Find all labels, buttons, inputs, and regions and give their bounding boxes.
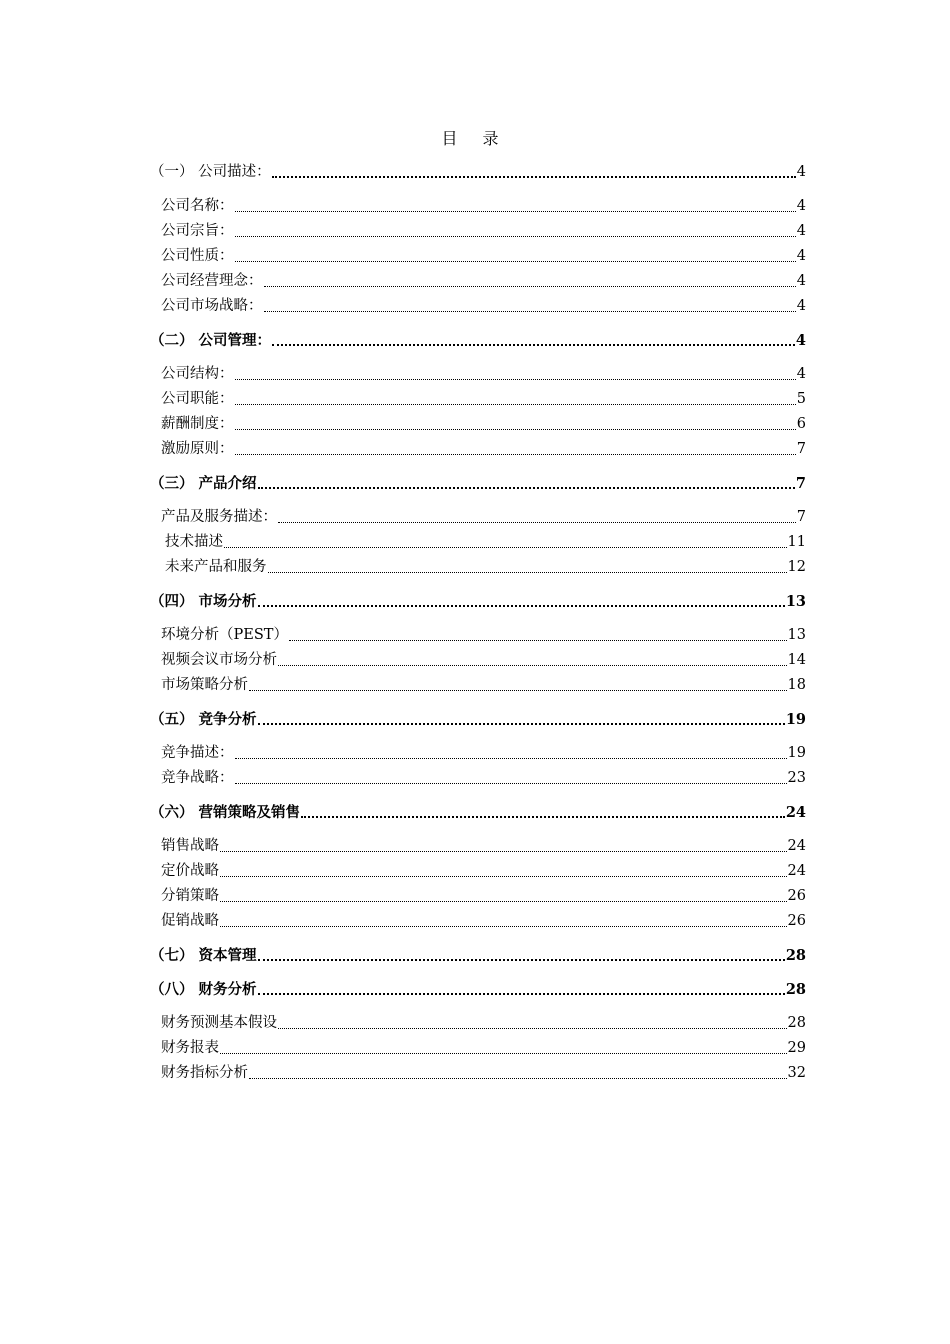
toc-entry-label: 定价战略 <box>161 863 219 879</box>
toc-entry-label: 市场策略分析 <box>161 677 248 693</box>
toc-entry-label: 竞争战略： <box>161 770 234 786</box>
dot-leader <box>220 926 787 927</box>
toc-entry[interactable] <box>150 194 806 219</box>
dot-leader <box>220 1053 787 1054</box>
dot-leader <box>278 665 787 666</box>
toc-entry-label: 公司职能： <box>161 391 234 407</box>
dot-leader <box>220 851 787 852</box>
toc-entry-label: 促销战略 <box>161 913 219 929</box>
dot-leader <box>258 605 785 607</box>
toc-page-number: 19 <box>787 745 806 761</box>
dot-leader <box>272 344 795 346</box>
toc-entry[interactable] <box>150 977 806 1002</box>
dot-leader <box>235 758 787 759</box>
toc-entry-label: 环境分析（PEST） <box>161 627 288 643</box>
dot-leader <box>235 454 796 455</box>
dot-leader <box>268 572 787 573</box>
toc-page-number: 32 <box>787 1065 806 1081</box>
toc-entry[interactable] <box>150 1036 806 1061</box>
toc-page-number: 4 <box>796 273 806 289</box>
toc-page-number: 4 <box>796 248 806 264</box>
toc-entry-label: 未来产品和服务 <box>165 559 267 575</box>
dot-leader <box>235 261 796 262</box>
toc-entry-label: 激励原则： <box>161 441 234 457</box>
toc-page-number: 5 <box>796 391 806 407</box>
dot-leader <box>272 176 796 178</box>
toc-entry[interactable] <box>150 244 806 269</box>
toc-title: 目 录 <box>441 129 509 148</box>
toc-entry-label: 财务报表 <box>161 1040 219 1056</box>
toc-entry-label: （一） 公司描述： <box>150 164 271 180</box>
toc-page-number: 26 <box>787 888 806 904</box>
dot-leader <box>258 723 785 725</box>
toc-entry-label: （三） 产品介绍 <box>150 475 257 492</box>
toc-entry[interactable] <box>150 269 806 294</box>
toc-page-number: 4 <box>796 298 806 314</box>
toc-page-number: 18 <box>787 677 806 693</box>
toc-page-number: 24 <box>787 863 806 879</box>
toc-entry-label: （八） 财务分析 <box>150 981 257 998</box>
dot-leader <box>235 429 796 430</box>
toc-entry-label: 公司结构： <box>161 366 234 382</box>
toc-page-number: 13 <box>787 627 806 643</box>
toc-entry-label: 技术描述 <box>165 534 223 550</box>
toc-entry[interactable] <box>150 648 806 673</box>
toc-entry[interactable] <box>150 437 806 462</box>
toc-entry[interactable] <box>150 623 806 648</box>
toc-entry-label: 薪酬制度： <box>161 416 234 432</box>
toc-page-number: 4 <box>796 164 806 180</box>
toc-entry-label: 公司名称： <box>161 198 234 214</box>
toc-page-number: 19 <box>785 711 806 728</box>
toc-entry[interactable] <box>150 555 806 580</box>
toc-entry-label: 视频会议市场分析 <box>161 652 277 668</box>
toc-entry[interactable] <box>150 505 806 530</box>
dot-leader <box>224 547 787 548</box>
toc-entry-label: 产品及服务描述： <box>161 509 277 525</box>
dot-leader <box>301 816 785 818</box>
toc-entry[interactable] <box>150 362 806 387</box>
toc-page-number: 24 <box>787 838 806 854</box>
toc-page-number: 4 <box>795 332 806 349</box>
toc-page-number: 11 <box>787 534 806 550</box>
dot-leader <box>258 959 785 961</box>
toc-entry-label: 公司宗旨： <box>161 223 234 239</box>
toc-page-number: 28 <box>785 947 806 964</box>
toc-entry[interactable] <box>150 673 806 698</box>
toc-page-number: 26 <box>787 913 806 929</box>
toc-entry[interactable] <box>150 160 806 185</box>
dot-leader <box>235 211 796 212</box>
dot-leader <box>235 783 787 784</box>
toc-entry[interactable] <box>150 294 806 319</box>
toc-page-number: 7 <box>795 475 806 492</box>
toc-entry[interactable] <box>150 859 806 884</box>
toc-entry-label: （二） 公司管理： <box>150 332 272 349</box>
toc-entry[interactable] <box>150 943 806 968</box>
toc-entry-label: （七） 资本管理 <box>150 947 257 964</box>
dot-leader <box>235 236 796 237</box>
toc-entry-label: 竞争描述： <box>161 745 234 761</box>
toc-entry[interactable] <box>150 800 806 825</box>
toc-page-number: 24 <box>785 804 806 821</box>
dot-leader <box>278 1028 787 1029</box>
toc-page-number: 4 <box>796 366 806 382</box>
dot-leader <box>235 404 796 405</box>
toc-entry-label: （四） 市场分析 <box>150 593 257 610</box>
dot-leader <box>249 1078 787 1079</box>
toc-page-number: 28 <box>785 981 806 998</box>
toc-entry[interactable] <box>150 707 806 732</box>
dot-leader <box>220 901 787 902</box>
toc-entry[interactable] <box>150 471 806 496</box>
dot-leader <box>258 993 785 995</box>
toc-entry-label: （六） 营销策略及销售 <box>150 804 301 821</box>
toc-entry[interactable] <box>150 589 806 614</box>
toc-page-number: 13 <box>785 593 806 610</box>
dot-leader <box>258 487 795 489</box>
toc-entry-label: 公司性质： <box>161 248 234 264</box>
table-of-contents <box>150 160 806 1086</box>
toc-entry[interactable] <box>150 1061 806 1086</box>
toc-entry[interactable] <box>150 884 806 909</box>
toc-entry-label: 分销策略 <box>161 888 219 904</box>
dot-leader <box>220 876 787 877</box>
toc-entry[interactable] <box>150 387 806 412</box>
toc-page-number: 12 <box>787 559 806 575</box>
dot-leader <box>278 522 796 523</box>
toc-entry[interactable] <box>150 766 806 791</box>
toc-entry[interactable] <box>150 530 806 555</box>
toc-page-number: 23 <box>787 770 806 786</box>
toc-entry-label: 财务预测基本假设 <box>161 1015 277 1031</box>
toc-entry-label: 公司市场战略： <box>161 298 263 314</box>
dot-leader <box>235 379 796 380</box>
toc-entry[interactable] <box>150 412 806 437</box>
toc-entry[interactable] <box>150 1011 806 1036</box>
toc-entry-label: 公司经营理念： <box>161 273 263 289</box>
toc-page-number: 7 <box>796 441 806 457</box>
toc-entry-label: 销售战略 <box>161 838 219 854</box>
toc-page-number: 14 <box>787 652 806 668</box>
toc-entry-label: 财务指标分析 <box>161 1065 248 1081</box>
toc-page-number: 4 <box>796 223 806 239</box>
toc-page-number: 7 <box>796 509 806 525</box>
toc-entry[interactable] <box>150 741 806 766</box>
toc-page-number: 28 <box>787 1015 806 1031</box>
toc-entry-label: （五） 竞争分析 <box>150 711 257 728</box>
toc-entry[interactable] <box>150 328 806 353</box>
toc-page-number: 4 <box>796 198 806 214</box>
toc-entry[interactable] <box>150 909 806 934</box>
dot-leader <box>289 640 787 641</box>
toc-entry[interactable] <box>150 219 806 244</box>
toc-entry[interactable] <box>150 834 806 859</box>
dot-leader <box>264 286 796 287</box>
dot-leader <box>249 690 787 691</box>
dot-leader <box>264 311 796 312</box>
toc-page-number: 29 <box>787 1040 806 1056</box>
toc-page-number: 6 <box>796 416 806 432</box>
